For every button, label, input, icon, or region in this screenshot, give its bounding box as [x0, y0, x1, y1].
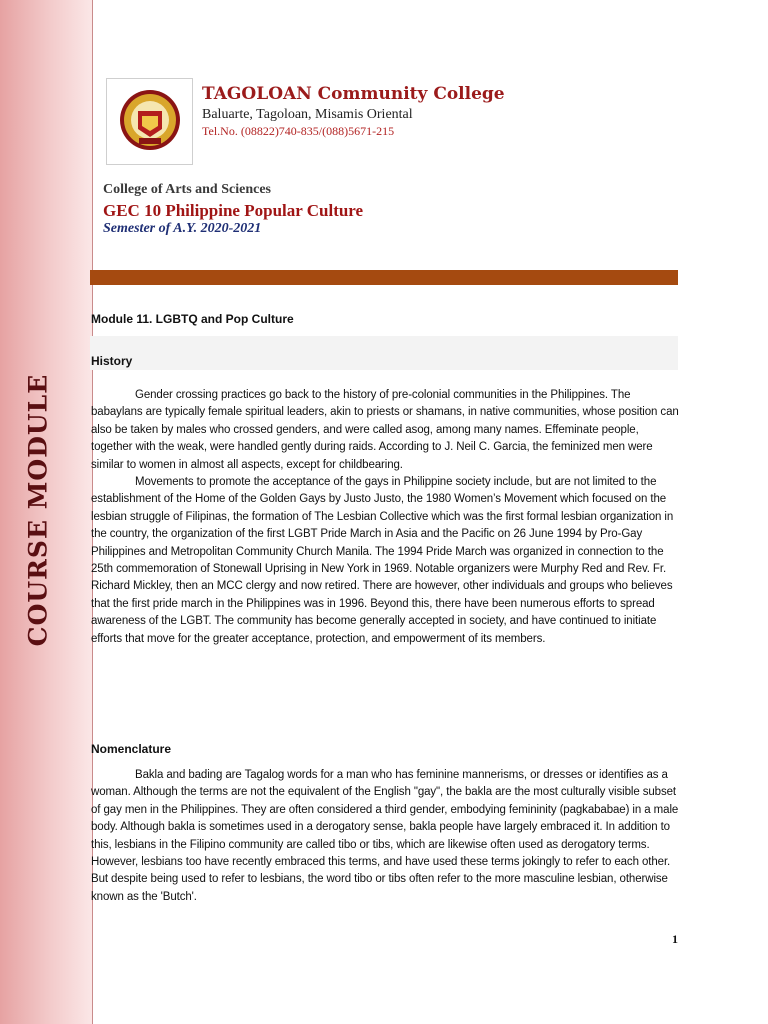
course-module-label: COURSE MODULE — [23, 373, 53, 647]
sidebar-banner — [0, 0, 93, 1024]
module-title: Module 11. LGBTQ and Pop Culture — [91, 312, 294, 326]
college-telephone: Tel.No. (08822)740-835/(088)5671-215 — [202, 124, 395, 138]
header-divider — [90, 270, 678, 285]
college-logo — [106, 78, 193, 165]
history-heading: History — [91, 354, 133, 368]
nomenclature-heading: Nomenclature — [91, 742, 172, 756]
history-heading-band — [90, 336, 678, 370]
nomenclature-paragraph: Bakla and bading are Tagalog words for a man who has feminine mannerisms, or dresses or identifies as a woman. Although the terms are not the equivalent of the English "gay", the bakla are the most culturally visible subset of gay men in the Philippines. They are often considered a third gender, embodying femininity (pagkababae) in a male body. Although bakla is sometimes used in a derogatory sense, bakla people have largely embraced it. In addition to this, lesbians in the Filipino community are called tibo or tibs, which are likewise often used as derogatory terms. However, lesbians too have recently embraced this terms, and have used these terms jokingly to refer to each other. But despite being used to refer to lesbians, the word tibo or tibs often refer to the more masculine lesbian, otherwise known as the 'Butch'. — [91, 769, 679, 903]
course-title: GEC 10 Philippine Popular Culture — [103, 201, 364, 220]
semester-label: Semester of A.Y. 2020-2021 — [103, 221, 262, 236]
history-paragraph-2: Movements to promote the acceptance of the gays in Philippine society include, but are not limited to the establishment of the Home of the Golden Gays by Justo Justo, the 1980 Women’s Movement which focused on the lesbian struggle of Filipinas, the formation of The Lesbian Collective which was the first formal lesbian organization in the country, the organization of the first LGBT Pride March in Asia and the Pacific on 26 June 1994 by Pro-Gay Philippines and Metropolitan Community Church Manila. The 1994 Pride March was organized in connection to the 25th commemoration of Stonewall Uprising in New York in 1969. Notable organizers were Murphy Red and Rev. Fr. Richard Mickley, then an MCC clergy and now retired. There are however, other individuals and groups who believes that the first pride march in the Philippines was in 1996. Beyond this, there have been numerous efforts to spread awareness of the LGBT. The community has become generally accepted in society, and have continued to initiate efforts that move for the greater acceptance, protection, and empowerment of its members. — [91, 476, 674, 645]
college-address: Baluarte, Tagoloan, Misamis Oriental — [202, 107, 413, 122]
college-seal-icon — [119, 87, 181, 153]
department-name: College of Arts and Sciences — [103, 182, 271, 197]
history-paragraph-1: Gender crossing practices go back to the history of pre-colonial communities in the Philippines. The babaylans are typically female spiritual leaders, akin to priests or shamans, in native communities, whose position can also be taken by males who crossed genders, and were called asog, among many names. Effeminate people, together with the weak, were handled gently during raids. According to J. Neil C. Garcia, the feminized men were similar to women in almost all aspects, except for childbearing. — [91, 389, 679, 471]
college-name: TAGOLOAN Community College — [202, 84, 505, 104]
page-number: 1 — [672, 932, 678, 946]
